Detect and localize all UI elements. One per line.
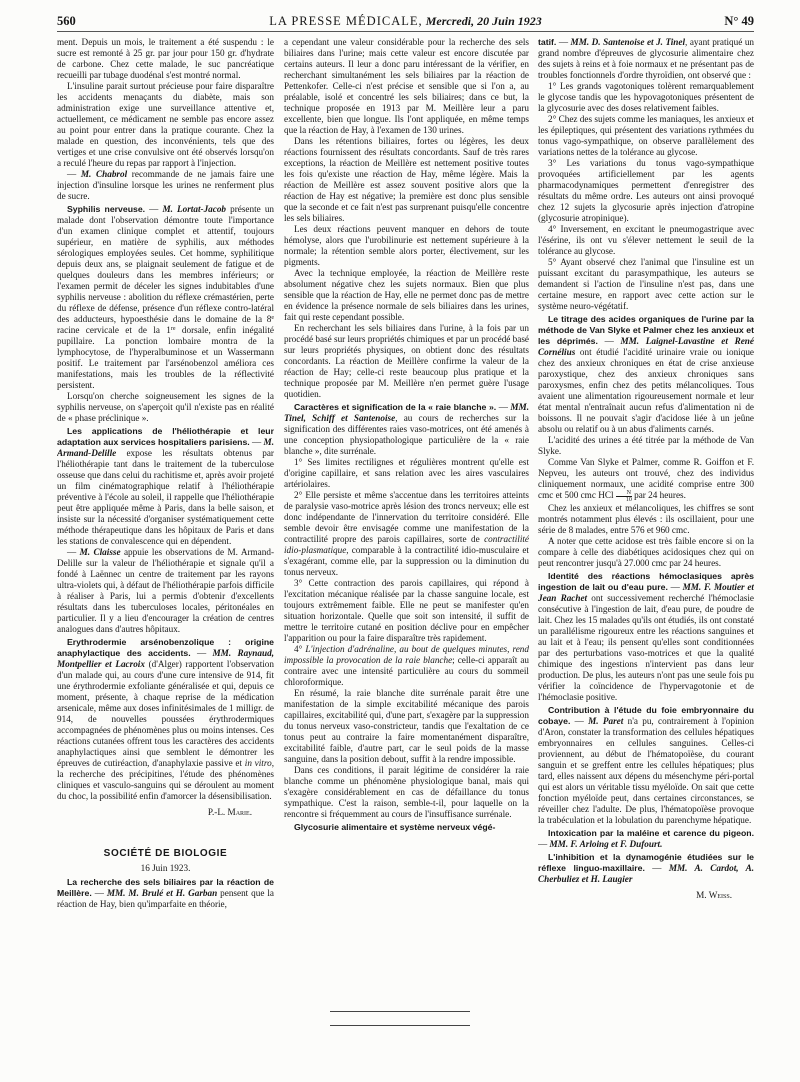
col1-signature: P.-L. Marie.	[207, 807, 252, 817]
col2-para-8-text-2: , comparable à la contractilité idio-musculaire et s'exagérant, comme elle, par la suppression ou la diminution du tonus nerveux.	[284, 545, 529, 577]
col2-para-8-italic: contractilité idio-plasmatique	[284, 534, 529, 555]
col3-signature: M. Weiss.	[696, 890, 732, 900]
society-date: 16 Juin 1923.	[140, 863, 191, 873]
col1-para-5: Lorsqu'on cherche soigneusement les signes de la syphilis nerveuse, on s'aperçoit qu'il n'existe pas en réalité de « phase préclinique ».	[57, 391, 274, 423]
issue-number: N° 49	[724, 14, 754, 28]
col3-para-9-text-1: Comme Van Slyke et Palmer, comme R. Goiffon et F. Nepveu, les auteurs ont trouvé, chez des individus cliniquement normaux, une acidité comprise entre 300 cmc et 500 cmc HCl	[538, 457, 754, 500]
col2-para-2: Dans les rétentions biliaires, fortes ou légères, les deux réactions fournissent des résultats concordants. Sauf de très rares exceptions, la réaction de Meillère est nettement positive toutes les fois qu'existe une réaction de Hay, même légère. Mais la réaction de Meillère est assez souvent positive alors que la réaction de Hay est négative; la première est donc plus sensible que la seconde et ce fait n'est pas surprenant puisqu'elle concentre les sels biliaires.	[284, 136, 529, 223]
col2-para-6-dash: —	[496, 402, 511, 412]
col1-para-4-text-1: présente un malade dont l'observation démontre toute l'importance d'un examen clinique complet et attentif, toujours supérieur, en matière de syphilis, aux méthodes sérologiques employées seules. Cet homme, syphilitique depuis deux ans, se plaignait seulement de fatigue et de quelques douleurs dans les membres inférieurs; or l'examen permit de déceler les signes indubitables d'une syphilis nerveuse : abolition du réflexe crémastérien, perte du réflexe de défense, présence d'un réflexe contro-latéral des adducteurs, hypoesthésie dans le domaine de la 8	[57, 204, 274, 324]
col2-para-6	[284, 402, 529, 457]
col1-para-3-dash: —	[67, 169, 81, 179]
col3-para-7-text: ont étudié l'acidité urinaire vraie ou ionique chez des anxieux chroniques en état de crise anxieuse paroxystique, chez des anxieux chroniques sans paroxysmes, enfin chez des petits mélancoliques. Tous avaient une alimentation rigoureusement normale et leur état mental n'entraînait aucun refus d'alimentation ni de boissons. Il ne pouvait s'agir d'acidose liée à un jeûne absolu ou relatif ou à un abus d'aliments carnés.	[538, 347, 754, 434]
col1-para-8-author: MM. Raynaud, Montpellier et Lacroix	[57, 648, 274, 669]
col3-para-7	[538, 314, 754, 435]
col3-para-11: A noter que cette acidose est très faible encore si on la compare à celle des diabétiques acidosiques chez qui on peut rencontrer jusqu'à 27.000 cmc par 24 heures.	[538, 536, 754, 568]
col1-para-7-text: appuie les observations de M. Armand-Delille sur la valeur de l'héliothérapie et signale qu'il a fondé à Laënnec un centre de traitement par les rayons ultra-violets qui, à défaut de l'héliothérapie parfois difficile à réaliser à Paris, lui a permis d'obtenir d'excellents résultats dans les tuberculoses locales, péritonéales en particulier. Il y a lieu d'encourager la création de centres analogues dans d'autres hôpitaux.	[57, 547, 274, 634]
col1-para-1: ment. Depuis un mois, le traitement a été suspendu : le sucre est remonté à 25 gr. par jour pour 150 gr. d'hydrate de carbone. Chez cette malade, le suc pancréatique recueilli par tubage duodénal s'est montré normal.	[57, 37, 274, 80]
col2-para-10	[284, 644, 529, 688]
col3-para-1-heading: tatif.	[538, 37, 557, 47]
col3-para-10: Chez les anxieux et mélancoliques, les chiffres se sont montrés notamment plus élevés : ils oscillaient, pour une série de 8 malades, entre 576 et 960 cmc.	[538, 503, 754, 535]
col1-para-4-sup-1: e	[271, 315, 274, 321]
col3-para-12-text: ont successivement recherché l'hémoclasie consécutive à l'ingestion de lait, d'eau pure, de poudre de lait. Chez les 15 malades qu'ils ont étudiés, ils ont constaté un parallélisme rigoureux entre les réactions sanguines et au lait et à l'eau; ils pensent qu'elles sont conditionnées par des perturbations vaso-motrices et que la qualité chimique des ingestions n'intervient pas dans leur production. De plus, les auteurs n'ont pas une seule fois pu vérifier la coïncidence de l'hypervagotonie et de l'hémoclasie positive.	[538, 593, 754, 702]
col3-para-14	[538, 828, 754, 850]
col2-para-4: Avec la technique employée, la réaction de Meillère reste absolument négative chez les sujets normaux. Bien que plus sensible que la réaction de Hay, elle ne permet donc pas de mettre en évidence la présence normale de sels biliaires dans les urines, fait qui reste cependant possible.	[284, 268, 529, 322]
col1-para-3-text: recommande de ne jamais faire une injection d'insuline lorsque les urines ne renferment plus de sucre.	[57, 169, 274, 201]
col3-para-4: 3° Les variations du tonus vago-sympathique provoquées artificiellement par les agents pharmacodynamiques permettent d'enregistrer des résultats du même ordre. Les auteurs ont ainsi provoqué chez 12 sujets la glycosurie après injection d'atropine (glycosurie atropinique).	[538, 158, 754, 223]
col2-para-10-text: ; celle-ci apparaît au contraire avec une intensité particulière au cours du sommeil chloroformique.	[284, 655, 529, 687]
col1-para-3	[57, 169, 274, 202]
col3-para-14-dash: —	[538, 839, 550, 849]
col1-para-8-heading: Erythrodermie arsénobenzolique : origine anaphylactique des accidents.	[57, 637, 274, 658]
col3-para-1-dash: —	[556, 37, 571, 47]
col1-para-8-text-1: (d'Alger) rapportent l'observation d'un malade qui, au cours d'une cure intensive de 914, fit une érythrodermie exfoliante généralisée et qui, depuis ce moment, présente, à chaque reprise de la médication arsenicale, même aux doses infinitésimales de 1 milligr. de 914, de nouvelles poussées érythrodermiques accompagnées de phénomènes plus ou moins intenses. Ces réactions cutanées offrent tous les caractères des accidents anaphylactiques ainsi que semblent le démontrer les épreuves de cutiréaction, d'anaphylaxie passive et	[57, 659, 274, 768]
col2-para-1: a cependant une valeur considérable pour la recherche des sels biliaires dans l'urine; mais cette valeur est encore discutée par certains auteurs. Il leur a donc paru intéressant de la vérifier, en recherchant simultanément les sels biliaires par la réaction de Pettenkofer. Celle-ci n'est précise et sensible que si l'on a, au préalable, isolé et concentré les sels biliaires; dans ce but, la technique proposée en 1913 par M. Meillère leur a paru excellente, bien que longue. Ils l'ont appliquée, en même temps que la réaction de Hay, à l'examen de 130 urines.	[284, 37, 529, 135]
col1-para-3-author: M. Chabrol	[80, 169, 128, 179]
col2-para-13-heading: Glycosurie alimentaire et système nerveux végé-	[294, 822, 496, 832]
col2-para-8	[284, 490, 529, 578]
col3-para-15-heading: L'inhibition et la dynamogénie étudiées sur le réflexe linguo-maxillaire.	[538, 852, 754, 873]
col3-para-2: 1° Les grands vagotoniques tolèrent remarquablement le glycose tandis que les hypovagotoniques présentent de la glycosurie avec des doses relativement faibles.	[538, 81, 754, 113]
col2-para-12: Dans ces conditions, il parait légitime de considérer la raie blanche comme un phénomène physiologique banal, mais qui s'exagère considérablement en cas de défaillance du tonus sympathique. C'est la raison, semble-t-il, pour laquelle on la rencontre si fréquemment au cours de l'insuffisance surrénale.	[284, 765, 529, 819]
col1-para-8	[57, 637, 274, 802]
bottom-rule-2	[330, 1025, 470, 1026]
col2-para-13	[284, 822, 529, 833]
col3-para-13-dash: —	[570, 716, 589, 726]
col1-para-9-dash: —	[91, 888, 107, 898]
col3-para-13	[538, 705, 754, 826]
col2-para-7: 1° Ses limites rectilignes et régulières montrent qu'elle est d'origine capillaire, et sans relation avec les aires vasculaires artériolaires.	[284, 457, 529, 489]
col2-para-11: En résumé, la raie blanche dite surrénale parait être une manifestation de la simple excitabilité mécanique des parois capillaires, excitabilité qui, d'une part, s'exagère par la suppression du tonus nerveux vaso-constricteur, tandis que l'exaltation de ce tonus peut au contraire la faire momentanément disparaître, excitabilité faible, d'autre part, car le seul poids de la masse sanguine, dans la position debout, suffit à la rendre impossible.	[284, 688, 529, 764]
col1-para-6	[57, 426, 274, 547]
col3-para-15	[538, 852, 754, 885]
col2-para-6-text: , au cours de recherches sur la signification des différentes raies vaso-motrices, ont été amenés à une conception physiopathologique particulière de la « raie blanche », dite surrénale.	[284, 413, 529, 456]
col3-para-7-dash: —	[597, 336, 621, 346]
col3-para-14-author: MM. F. Arloing et F. Dufourt.	[549, 839, 663, 849]
fraction-denominator: 10	[625, 497, 632, 503]
col3-para-7-heading: Le titrage des acides organiques de l'urine par la méthode de Van Slyke et Palmer chez les anxieux et les déprimés.	[538, 314, 754, 346]
col1-para-4-text-2: racine cervicale et de la 1	[57, 325, 171, 335]
col3-para-13-heading: Contribution à l'étude du foie embryonnaire du cobaye.	[538, 705, 754, 726]
col1-para-7-author: M. Claisse	[79, 547, 121, 557]
col3-para-12-heading: Identité des réactions hémoclasiques après ingestion de lait ou d'eau pure.	[538, 571, 754, 592]
fraction-numerator: N	[616, 490, 632, 497]
col1-para-9-text: pensent que la réaction de Hay, bien qu'imparfaite en théorie,	[57, 888, 274, 909]
col2-para-8-text-1: 2° Elle persiste et même s'accentue dans les territoires atteints de paralysie vaso-motrice après lésion des troncs nerveux; elle est donc indépendante de l'innervation du territoire considéré. Elle semble devoir être envisagée comme une manifestation de la contractilité propre des parois capillaires, sorte de	[284, 490, 529, 544]
col1-para-4	[57, 204, 274, 391]
column-1	[57, 37, 274, 1009]
col2-para-6-author: MM. Tinel, Schiff et Santenoise	[284, 402, 529, 423]
col2-para-3: Les deux réactions peuvent manquer en dehors de toute hémolyse, alors que l'urobilinurie est nettement supérieure à la normale; la rétention semble alors porter, électivement, sur les pigments.	[284, 224, 529, 267]
col2-para-10-italic: L'injection d'adrénaline, au bout de quelques minutes, rend impossible la provocation de la raie blanche	[284, 644, 529, 665]
masthead	[57, 12, 754, 30]
col3-para-12-author: MM. F. Moutier et Jean Rachet	[538, 582, 754, 603]
col1-para-9-heading: La recherche des sels biliaires par la réaction de Meillère.	[57, 877, 274, 898]
col2-para-10-number: 4°	[294, 644, 306, 654]
col3-para-13-author: M. Paret	[588, 716, 624, 726]
col3-para-14-heading: Intoxication par la maléine et carence du pigeon.	[548, 828, 754, 838]
col3-para-15-author: MM. A. Cardot, A. Cherbuliez et H. Laugier	[538, 863, 754, 884]
col1-para-9	[57, 877, 274, 910]
page-number: 560	[57, 14, 76, 28]
col1-para-9-author: MM. M. Brulé et H. Garban	[106, 888, 218, 898]
col3-para-1-author: MM. D. Santenoise et J. Tinel	[570, 37, 686, 47]
col2-para-9: 3° Cette contraction des parois capillaires, qui répond à l'excitation mécanique réalisée par la chasse sanguine locale, est toujours extrêmement faible. Elle ne peut se manifester qu'en situation horizontale. Quelle que soit son intensité, il suffit de mettre le territoire cutané en position déclive pour en empêcher l'apparition ou pour la faire disparaître très rapidement.	[284, 578, 529, 643]
col1-para-2: L'insuline parait surtout précieuse pour faire disparaître les accidents menaçants du diabète, mais son administration exige une surveillance attentive et, actuellement, ce médicament ne semble pas encore assez au point pour entrer dans la pratique courante. Chez la malade en question, des inconvénients, tels que des vertiges et une crise convulsive ont été observés lorsqu'on a reculé l'heure du repas par rapport à l'injection.	[57, 81, 274, 168]
col1-para-8-text-2: , la recherche des précipitines, l'étude des phénomènes cliniques et vasculo-sanguins qui se déroulent au moment du choc, la possibilité enfin d'amorcer la désensibilisation.	[57, 758, 274, 801]
col1-para-4-heading: Syphilis nerveuse.	[67, 204, 146, 214]
col3-para-3: 2° Chez des sujets comme les maniaques, les anxieux et les épileptiques, qui présentent des variations rythmées du tonus vago-sympathique, on observe parallèlement des variations nettes de la tolérance au glycose.	[538, 114, 754, 157]
col3-para-1-text: , ayant pratiqué un grand nombre d'épreuves de glycosurie alimentaire chez des sujets à reins et à foie normaux et ne présentant pas de troubles fonctionnels d'ordre thyroïdien, ont observé que :	[538, 37, 754, 80]
col1-para-8-italic: in vitro	[244, 758, 272, 768]
col1-para-6-heading: Les applications de l'héliothérapie et leur adaptation aux services hospitaliers parisiens.	[57, 426, 274, 447]
col3-para-9-fraction	[616, 490, 632, 503]
page-header	[57, 12, 754, 30]
header-rule	[57, 31, 754, 32]
col3-para-12	[538, 571, 754, 703]
col1-para-6-dash: —	[249, 437, 264, 447]
col3-para-1	[538, 37, 754, 81]
bottom-rule-1	[330, 1011, 470, 1012]
society-title: SOCIÉTÉ DE BIOLOGIE	[103, 848, 228, 859]
col3-para-13-text: n'a pu, contrairement à l'opinion d'Aron, constater la transformation des cellules hépatiques embryonnaires en cellules sanguines. Celles-ci proviennent, au début de l'hématopoïèse, du courant sanguin et se greffent entre les cellules hépatiques; plus tard, elles naissent aux dépens du mésenchyme péri-portal qui est alors un véritable tissu myéloïde. On sait que cette fonction myéloïde peut, dans certaines circonstances, se réveiller chez l'adulte. De plus, l'hématopoïèse provoque la trabéculation et la lobulation du parenchyme hépatique.	[538, 716, 754, 825]
col1-para-6-author: M. Armand-Delille	[57, 437, 274, 458]
col1-para-4-dash: —	[145, 204, 163, 214]
col2-para-6-heading: Caractères et signification de la « raie blanche ».	[294, 402, 497, 412]
col3-para-5: 4° Inversement, en excitant le pneumogastrique avec l'ésérine, ils ont vu s'élever nettement le seuil de la tolérance au glycose.	[538, 224, 754, 256]
col1-para-6-text: expose les résultats obtenus par l'héliothérapie tant dans le traitement de la tuberculose osseuse que dans celui du rachitisme et, après avoir projeté un film cinématographique relatif à l'héliothérapie préventive à l'école au soleil, il rappelle que l'héliothérapie peut être appliquée même à Paris, dans la belle saison, et insiste sur la nécessité d'organiser systématiquement cette méthode thérapeutique dans les hôpitaux de Paris et dans les stations de convalescence qui en dépendent.	[57, 448, 274, 546]
col1-para-4-text-3: dorsale, enfin inégalité pupillaire. La ponction lombaire montra de la lymphocytose, de l'hyperalbuminose et un Wassermann positif. Le traitement par l'arsénobenzol améliora ces manifestations, mais les troubles de la réflectivité persistent.	[57, 325, 274, 390]
col1-para-7-dash: —	[67, 547, 80, 557]
col3-para-6: 5° Ayant observé chez l'animal que l'insuline est un puissant excitant du parasympathique, les auteurs se demandent si l'action de l'insuline n'est pas, dans une certaine mesure, en rapport avec cette action sur le système neuro-végétatif.	[538, 257, 754, 311]
column-2	[284, 37, 529, 1009]
col3-para-12-dash: —	[667, 582, 683, 592]
col3-para-9-text-2: par 24 heures.	[631, 490, 686, 500]
col3-para-15-dash: —	[644, 863, 669, 873]
col3-para-8: L'acidité des urines a été titrée par la méthode de Van Slyke.	[538, 435, 754, 456]
journal-title: LA PRESSE MÉDICALE,	[269, 14, 423, 28]
column-3	[538, 37, 754, 1009]
col1-para-7	[57, 547, 274, 635]
col1-para-4-author: M. Lortat-Jacob	[162, 204, 227, 214]
issue-date: Mercredi, 20 Juin 1923	[425, 14, 542, 28]
col1-para-8-dash: —	[190, 648, 213, 658]
col1-para-4-sup-2: re	[170, 326, 176, 332]
col3-para-7-author: MM. Laignel-Lavastine et René Cornélius	[538, 336, 754, 357]
col3-para-9	[538, 457, 754, 503]
col2-para-5: En recherchant les sels biliaires dans l'urine, à la fois par un procédé basé sur leurs propriétés chimiques et par un procédé basé sur leurs propriétés physiques, on obtient donc des résultats concordants. La réaction de Meillère confirme la valeur de la réaction de Hay; celle-ci reste beaucoup plus pratique et la technique proposée par M. Meillère n'en permet guère l'usage quotidien.	[284, 323, 529, 399]
